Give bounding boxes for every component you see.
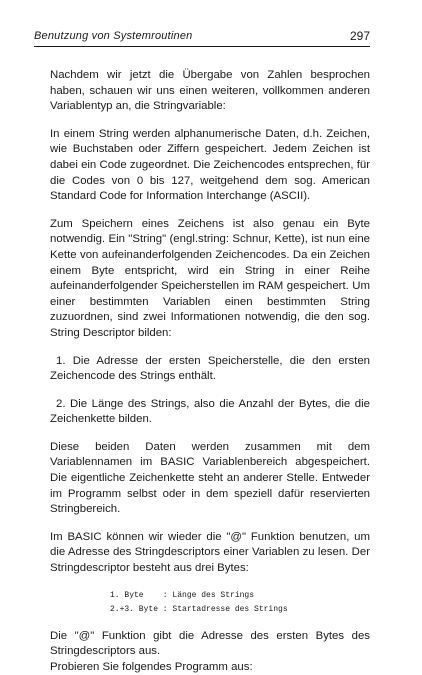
paragraph-at-function: Im BASIC können wir wieder die "@" Funktion benutzen, um die Adresse des Stringdescriptors einer Variablen zu lesen. Der Stringdescriptor besteht aus drei Bytes: <box>50 530 370 575</box>
descriptor-layout <box>110 589 370 617</box>
paragraph-variable-area: Diese beiden Daten werden zusammen mit dem Variablennamen im BASIC Variablenbereich abgespeichert. Die eigentliche Zeichenkette steht an anderer Stelle. Entweder im Programm selbst oder in dem speziell dafür reservierten Stringbereich. <box>50 440 370 516</box>
chapter-title: Benutzung von Systemroutinen <box>34 30 193 42</box>
running-header <box>34 30 370 47</box>
paragraph-string-definition: In einem String werden alphanumerische Daten, d.h. Zeichen, wie Buchstaben oder Ziffern gespeichert. Jedem Zeichen ist dabei ein Code zugeordnet. Die Zeichencodes entsprechen, für die Codes von 0 bis 127, weitgehend dem sog. American Standard Code for Information Interchange (ASCII). <box>50 127 370 203</box>
paragraph-string-storage: Zum Speichern eines Zeichens ist also genau ein Byte notwendig. Ein "String" (engl.string: Schnur, Kette), ist nun eine Kette von aufeinanderfolgenden Zeichencodes. Da ein Zeichen einem Byte entspricht, wird ein String in einer Reihe aufeinanderfolgender Speicherstellen im RAM gespeichert. Um einer bestimmten Variablen einen bestimmten String zuzuordnen, sind zwei Informationen notwendig, die den sog. String Descriptor bilden: <box>50 217 370 339</box>
paragraph-try-program: Probieren Sie folgendes Programm aus: <box>50 660 253 673</box>
paragraph-at-result: Die "@" Funktion gibt die Adresse des ersten Bytes des Stringdescriptors aus. <box>50 629 370 658</box>
descriptor-row: 2.+3. Byte : Startadresse des Strings <box>110 604 288 614</box>
list-item-address: 1. Die Adresse der ersten Speicherstelle, die den ersten Zeichencode des Strings enthält. <box>50 354 370 383</box>
page-number: 297 <box>349 29 370 43</box>
body-text <box>50 68 370 675</box>
paragraph-intro: Nachdem wir jetzt die Übergabe von Zahlen besprochen haben, schauen wir uns einen weiteren, vollkommen anderen Variablentyp an, die Stringvariable: <box>50 69 370 113</box>
list-item-length: 2. Die Länge des Strings, also die Anzahl der Bytes, die die Zeichenkette bilden. <box>50 397 370 426</box>
descriptor-row: 1. Byte : Länge des Strings <box>110 590 255 600</box>
